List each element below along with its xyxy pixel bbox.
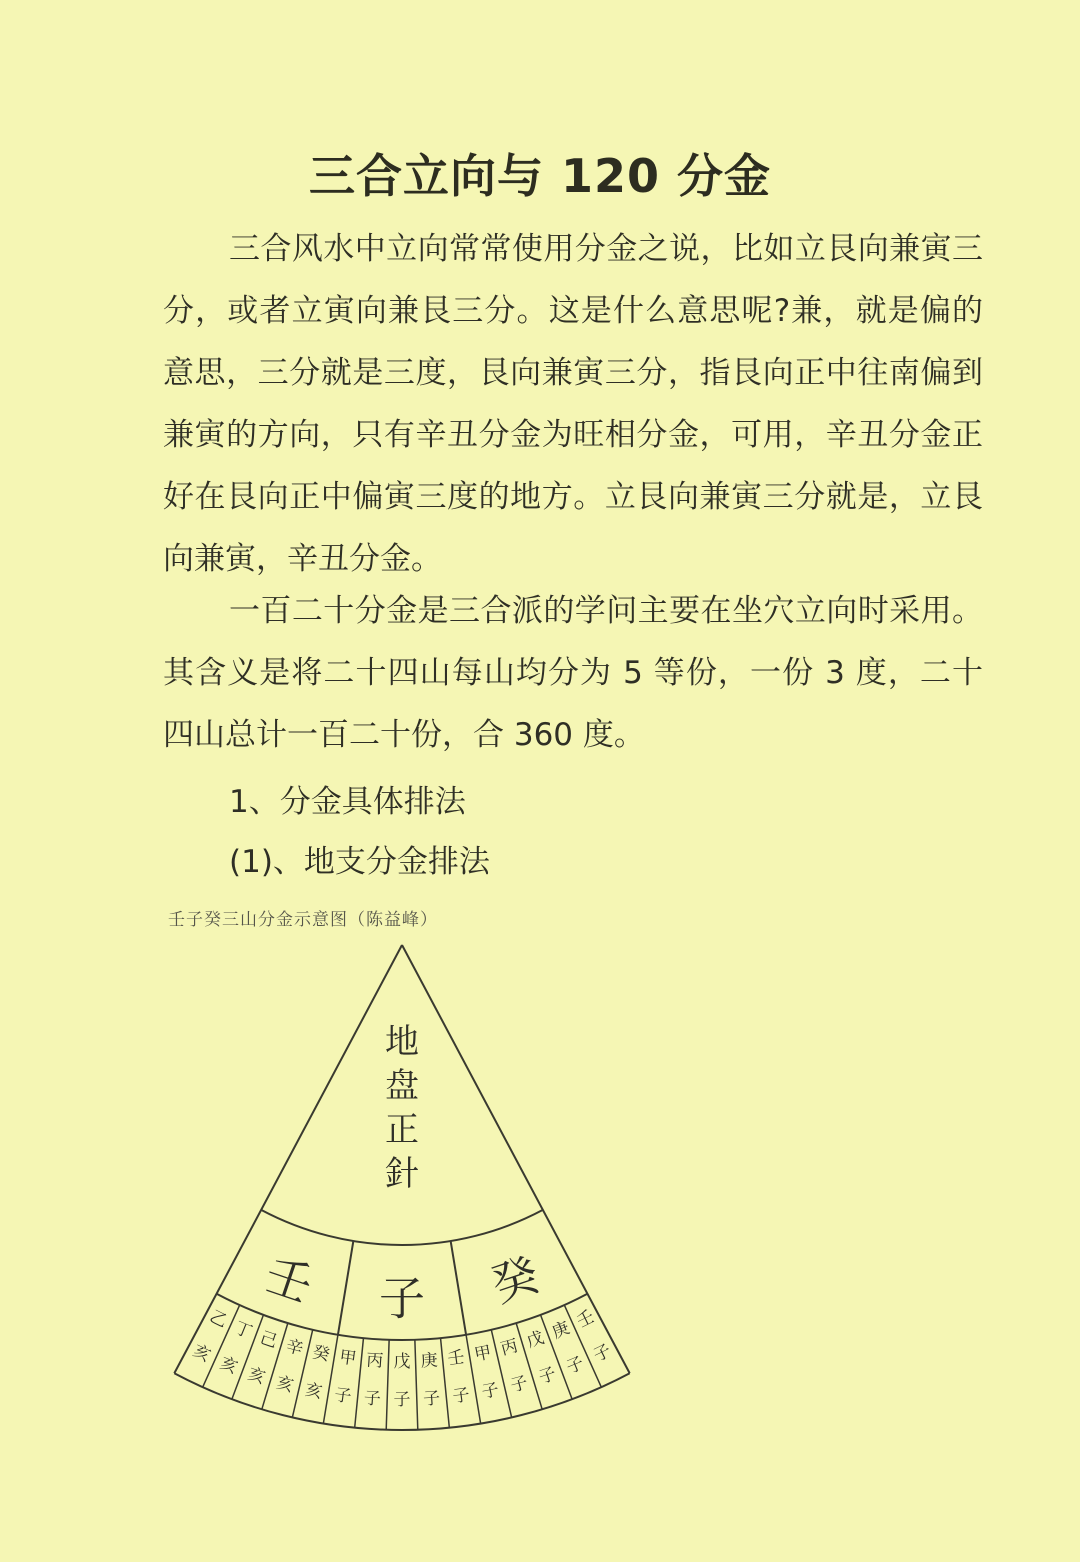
fenjin-stem-label: 丙: [498, 1336, 521, 1360]
mountain-label: 壬: [258, 1246, 320, 1313]
fenjin-branch-label: 子: [451, 1385, 471, 1408]
fenjin-divider: [415, 1340, 418, 1430]
mountain-divider: [451, 1241, 466, 1335]
fenjin-branch-label: 亥: [245, 1363, 268, 1389]
fenjin-stem-label: 甲: [472, 1342, 494, 1366]
fenjin-branch-label: 亥: [273, 1372, 296, 1397]
mountain-label: 癸: [484, 1246, 546, 1313]
page-title: 三合立向与 120 分金: [308, 149, 772, 203]
section-heading-2: (1)、地支分金排法: [229, 844, 490, 880]
fenjin-stem-label: 戊: [393, 1352, 411, 1372]
fenjin-branch-label: 子: [508, 1372, 531, 1397]
mountain-divider: [338, 1241, 353, 1335]
fenjin-stem-label: 癸: [310, 1342, 332, 1366]
fenjin-stem-label: 庚: [420, 1350, 439, 1372]
fenjin-branch-label: 亥: [303, 1379, 324, 1403]
fenjin-branch-label: 子: [363, 1388, 382, 1410]
fenjin-branch-label: 子: [422, 1388, 441, 1410]
fenjin-branch-label: 子: [563, 1353, 588, 1379]
fenjin-stem-label: 丁: [231, 1318, 255, 1344]
fenjin-stem-label: 乙: [206, 1306, 231, 1333]
fenjin-stem-label: 戊: [524, 1327, 547, 1353]
fan-right-edge: [174, 945, 402, 1373]
fenjin-branch-label: 子: [393, 1390, 411, 1410]
fenjin-stem-label: 甲: [338, 1347, 358, 1370]
apex-label-char: 針: [385, 1154, 419, 1194]
apex-label-char: 盘: [385, 1066, 419, 1106]
fenjin-branch-label: 亥: [216, 1353, 241, 1379]
fenjin-stem-label: 庚: [549, 1318, 573, 1344]
fenjin-divider: [386, 1340, 389, 1430]
fenjin-branch-label: 子: [480, 1379, 501, 1403]
apex-label-char: 正: [385, 1110, 419, 1150]
mountain-label: 子: [379, 1271, 425, 1326]
figure-caption: 壬子癸三山分金示意图（陈益峰）: [168, 910, 438, 930]
paragraph-2: 一百二十分金是三合派的学问主要在坐穴立向时采用。其含义是将二十四山每山均分为 5 等份，一份 3 度，二十四山总计一百二十份，合 360 度。: [163, 593, 983, 753]
fenjin-stem-label: 辛: [283, 1336, 306, 1360]
fenjin-stem-label: 己: [257, 1327, 280, 1353]
fan-arc-inner: [261, 1210, 543, 1245]
fenjin-stem-label: 壬: [446, 1347, 466, 1370]
fenjin-branch-label: 亥: [189, 1340, 214, 1367]
fenjin-stem-label: 丙: [365, 1350, 384, 1372]
fenjin-branch-label: 子: [590, 1340, 615, 1367]
fenjin-branch-label: 子: [536, 1363, 559, 1389]
section-heading-1: 1、分金具体排法: [229, 784, 466, 820]
fenjin-stem-label: 壬: [573, 1306, 598, 1333]
paragraph-1: 三合风水中立向常常使用分金之说，比如立艮向兼寅三分，或者立寅向兼艮三分。这是什么意思呢?兼，就是偏的意思，三分就是三度，艮向兼寅三分，指艮向正中往南偏到兼寅的方向，只有辛丑分金为旺相分金，可用，辛丑分金正好在艮向正中偏寅三度的地方。立艮向兼寅三分就是，立艮向兼寅，辛丑分金。: [163, 231, 983, 577]
diagram-labels: [190, 1022, 615, 1410]
fan-left-edge: [402, 945, 630, 1373]
apex-label-char: 地: [385, 1022, 419, 1062]
fenjin-branch-label: 子: [333, 1385, 353, 1408]
